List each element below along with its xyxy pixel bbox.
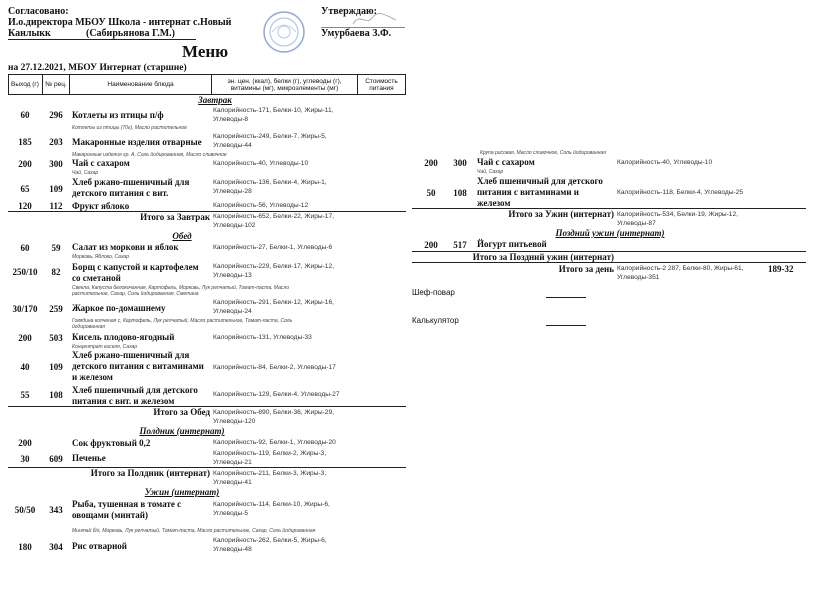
row-ingredients: Чай, Сахар [72,170,99,176]
row-name: Макаронные изделия отварные [72,137,202,147]
col-recipe: № рец. [43,74,70,95]
row-output: 40 [20,362,30,372]
total-poldnik-label: Итого за Полдник (интернат) [90,468,210,478]
row-name: Кисель плодово-ягодный [72,332,175,342]
total-day-nutrition: Калорийность-2 287, Белки-80, Жиры-61, [617,265,744,272]
row-nutrition: Калорийность-136, Белки-4, Жиры-1, [213,179,327,186]
row-output: 180 [18,542,32,552]
row-nutrition: Калорийность-118, Белки-4, Углеводы-25 [617,189,744,196]
total-poldnik-nutrition-2: Углеводы-41 [213,479,252,486]
row-output: 50 [426,188,436,198]
row-name: Борщ с капустой и картофелем [72,262,199,272]
divider [412,262,806,263]
total-zavtrak-nutrition: Калорийность-652, Белки-22, Жиры-17, [213,213,334,220]
row-recipe: 609 [49,454,63,464]
total-uzhin-label: Итого за Ужин (интернат) [508,209,614,219]
approver-name: Умурбаева З.Ф. [321,28,392,39]
row-ingredients: Макаронные изделия гр. А, Соль йодированная, Масло сливочное [72,152,227,158]
header-underline [8,39,196,40]
row-recipe: 343 [49,505,63,515]
row-name-2: детского питания с вит. [72,188,169,198]
total-poldnik-nutrition: Калорийность-211, Белки-3, Жиры-3, [213,470,327,477]
row-ingredients: Говядина копченая с, Картофель, Лук репчатый, Масло растительное, Томат-паста, Соль [72,318,293,324]
row-nutrition: Калорийность-129, Белки-4, Углеводы-27 [213,391,340,398]
row-output: 250/10 [12,267,38,277]
total-zavtrak-nutrition-2: Углеводы-102 [213,222,256,229]
row-name: Рыба, тушенная в томате с [72,499,182,509]
row-name-3: и железом [72,372,113,382]
row-nutrition: Калорийность-229, Белки-17, Жиры-12, [213,263,334,270]
row-ingredients: Минтай б/г, Морковь, Лук репчатый, Томат-паста, Масло растительное, Сахар, Соль йодированная [72,528,316,534]
row-output: 55 [20,390,30,400]
row-nutrition: Калорийность-27, Белки-1, Углеводы-6 [213,244,333,251]
row-ingredients: Котлеты из птицы (70г), Масло растительное [72,125,187,131]
row-nutrition: Калорийность-171, Белки-10, Жиры-11, [213,107,334,114]
row-name: Хлеб пшеничный для детского [72,385,198,395]
row-name: Котлеты из птицы п/ф [72,110,164,120]
row-name: Хлеб ржано-пшеничный для [72,350,190,360]
row-name: Печенье [72,453,106,463]
section-obed: Обед [172,231,192,241]
col-name: Наименование блюда [70,74,212,95]
row-output: 200 [18,333,32,343]
row-nutrition: Калорийность-119, Белки-2, Жиры-3, [213,450,327,457]
row-name: Хлеб пшеничный для детского [477,176,603,186]
section-pozdniy-uzhin: Поздний ужин (интернат) [555,228,665,238]
row-nutrition: Калорийность-131, Углеводы-33 [213,334,312,341]
row-output: 120 [18,201,32,211]
row-nutrition-2: Углеводы-48 [213,546,252,553]
row-recipe: 296 [49,110,63,120]
row-nutrition: Калорийность-92, Белки-1, Углеводы-20 [213,439,336,446]
row-nutrition-2: Углеводы-13 [213,272,252,279]
total-zavtrak-label: Итого за Завтрак [140,212,210,222]
total-uzhin-nutrition-2: Углеводы-87 [617,220,656,227]
row-nutrition: Калорийность-262, Белки-5, Жиры-6, [213,537,327,544]
col-nutrition: эн. цен. (ккал), белки (г), углеводы (г), витамины (мг), микроэлементы (мг) [212,74,358,95]
row-output: 60 [20,243,30,253]
col-cost: Стоимость питания [358,74,406,95]
row-output: 185 [18,137,32,147]
row-output: 30 [20,454,30,464]
row-ingredients: Чай, Сахар [477,169,504,175]
row-recipe: 517 [453,240,467,250]
row-name: Чай с сахаром [477,157,535,167]
director-village: Канлыкк [8,28,51,39]
total-day-nutrition-2: Углеводы-351 [617,274,660,281]
row-name-2: со сметаной [72,273,121,283]
row-recipe: 82 [51,267,61,277]
calculator-label: Калькулятор [412,316,459,325]
row-output: 200 [18,438,32,448]
director-name: (Сабирьянова Г.М.) [86,28,175,39]
date-line: на 27.12.2021, МБОУ Интернат (старшие) [8,63,187,73]
approve-label: Утверждаю: [321,6,377,17]
row-name: Фрукт яблоко [72,201,130,211]
row-name-2: овощами (минтай) [72,510,148,520]
total-pozdniy-label: Итого за Поздний ужин (интернат) [472,252,614,262]
row-nutrition: Калорийность-114, Белки-10, Жиры-6, [213,501,330,508]
row-name: Жаркое по-домашнему [72,303,166,313]
row-nutrition-2: Углеводы-28 [213,188,252,195]
school-seal [262,10,306,54]
row-nutrition-2: Углеводы-44 [213,142,252,149]
row-name: Йогурт питьевой [477,239,547,249]
col-output: Выход (г) [8,74,43,95]
row-recipe: 59 [51,243,61,253]
total-obed-label: Итого за Обед [153,407,210,417]
row-nutrition-2: Углеводы-8 [213,116,249,123]
row-name: Чай с сахаром [72,158,130,168]
row-name: Сок фруктовый 0,2 [72,438,151,448]
row-nutrition-2: Углеводы-5 [213,510,249,517]
section-poldnik: Полдник (интернат) [139,426,225,436]
row-nutrition-2: Углеводы-21 [213,459,252,466]
total-day-label: Итого за день [558,264,614,274]
calculator-signature-line [546,325,586,326]
chef-label: Шеф-повар [412,288,455,297]
row-name-2: детского питания с витаминами [72,361,204,371]
total-day-cost: 189-32 [768,264,794,274]
row-nutrition-2: Углеводы-24 [213,308,252,315]
row-recipe: 108 [453,188,467,198]
row-nutrition: Калорийность-249, Белки-7, Жиры-5, [213,133,327,140]
row-ingredients: Концентрат киселя, Сахар [72,344,138,350]
row-name-2: питания с вит. и железом [72,396,175,406]
row-nutrition: Калорийность-291, Белки-12, Жиры-16, [213,299,334,306]
row-recipe: 503 [49,333,63,343]
row-output: 200 [424,240,438,250]
row-name: Хлеб ржано-пшеничный для [72,177,190,187]
chef-signature-line [546,297,586,298]
row-recipe: 108 [49,390,63,400]
row-output: 200 [18,159,32,169]
director-line: И.о.директора МБОУ Школа - интернат с.Новый [8,17,232,28]
row-recipe: 109 [49,184,63,194]
total-uzhin-nutrition: Калорийность-534, Белки-19, Жиры-12, [617,211,738,218]
row-ingredients-2: растительное, Сахар, Соль йодированная, Сметана [72,291,199,297]
total-obed-nutrition: Калорийность-890, Белки-36, Жиры-29, [213,409,334,416]
section-zavtrak: Завтрак [198,95,232,105]
page-title: Меню [182,42,229,61]
row-recipe: 112 [49,201,63,211]
row-recipe: 259 [49,304,63,314]
row-output: 60 [20,110,30,120]
total-obed-nutrition-2: Углеводы-120 [213,418,256,425]
row-name-3: железом [477,198,511,208]
row-output: 200 [424,158,438,168]
agreed-label: Согласовано: [8,6,69,17]
row-nutrition: Калорийность-56, Углеводы-12 [213,202,309,209]
row-name: Рис отварной [72,541,127,551]
row-recipe: 203 [49,137,63,147]
row-nutrition: Калорийность-84, Белки-2, Углеводы-17 [213,364,336,371]
row-name-2: питания с витаминами и [477,187,579,197]
row-ingredients: Крупа рисовая, Масло сливочное, Соль йодированная [480,150,606,156]
row-recipe: 300 [49,159,63,169]
row-recipe: 300 [453,158,467,168]
row-name: Салат из моркови и яблок [72,242,179,252]
row-recipe: 109 [49,362,63,372]
signature [350,10,400,28]
row-ingredients: Свекла, Капуста белокочанная, Картофель, Морковь, Лук репчатый, Томат-паста, Масло [72,285,290,291]
row-output: 30/170 [12,304,38,314]
row-output: 65 [20,184,30,194]
row-nutrition: Калорийность-40, Углеводы-10 [617,159,713,166]
row-output: 50/50 [14,505,36,515]
row-ingredients: Морковь, Яблоко, Сахар [72,254,129,260]
row-nutrition: Калорийность-40, Углеводы-10 [213,160,309,167]
row-ingredients-2: йодированная [72,324,105,330]
row-recipe: 304 [49,542,63,552]
section-uzhin: Ужин (интернат) [144,487,220,497]
